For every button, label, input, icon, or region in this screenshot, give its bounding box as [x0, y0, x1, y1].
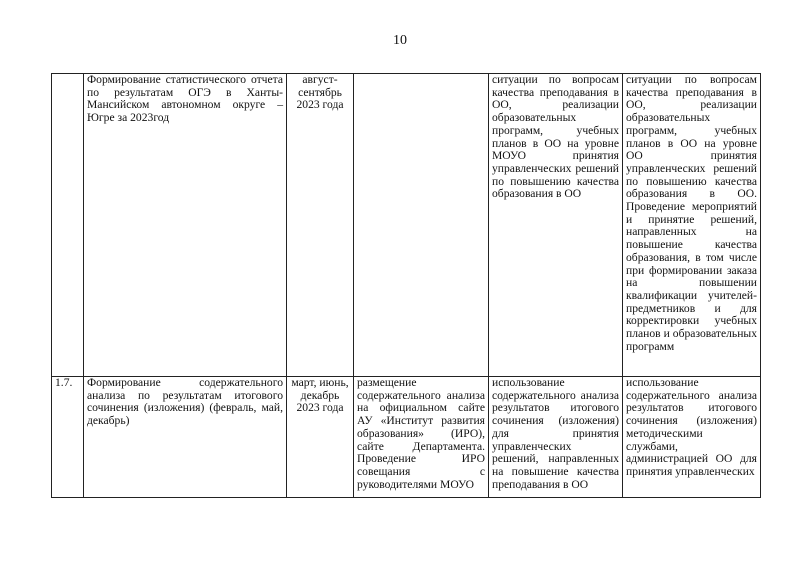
plan-table [51, 73, 761, 498]
cell-activity-text: Формирование содержательного анализа по результатам итогового сочинения (изложения) (февраль, май, декабрь) [87, 377, 283, 428]
cell-result [354, 377, 489, 498]
cell-activity: Формирование статистического отчета по результатам ОГЭ в Ханты-Мансийском автономном округе – Югре за 2023год [84, 74, 287, 377]
cell-result-text: размещение содержательного анализа на официальном сайте АУ «Институт развития образования» (ИРО), сайте Департамента. Проведение ИРО совещания с руководителями МОУО [357, 377, 485, 491]
cell-use-regional: ситуации по вопросам качества преподавания в ОО, реализации образовательных программ, учебных планов в ОО на уровне МОУО принятия управленческих решений по повышению качества образования в ОО [489, 74, 623, 377]
table-row [52, 74, 761, 377]
cell-period: август-сентябрь 2023 года [287, 74, 354, 377]
cell-number-text: 1.7. [55, 377, 73, 389]
cell-period [287, 377, 354, 498]
cell-use-local: ситуации по вопросам качества преподавания в ОО, реализации образовательных программ, учебных планов в ОО на уровне ОО принятия управленческих решений по повышению качества образования в ОО. Проведение мероприятий и принятие решений, направленных на повышение качества образования, в том числе при формировании заказа на повышении квалификации учителей-предметников и для корректировки учебных планов и образовательных программ [623, 74, 761, 377]
cell-number [52, 74, 84, 377]
cell-use-regional-text: использование содержательного анализа результатов итогового сочинения (изложения) для принятия управленческих решений, направленных на повышение качества преподавания в ОО [492, 377, 619, 491]
table-row [52, 377, 761, 498]
cell-activity [84, 377, 287, 498]
cell-use-regional [489, 377, 623, 498]
cell-period-text: март, июнь, декабрь 2023 года [291, 377, 349, 415]
cell-number [52, 377, 84, 498]
cell-result [354, 74, 489, 377]
cell-use-local-text: использование содержательного анализа результатов итогового сочинения (изложения) методическими службами, администрацией ОО для принятия управленческих [626, 377, 757, 478]
page-number: 10 [393, 33, 407, 48]
cell-use-local [623, 377, 761, 498]
